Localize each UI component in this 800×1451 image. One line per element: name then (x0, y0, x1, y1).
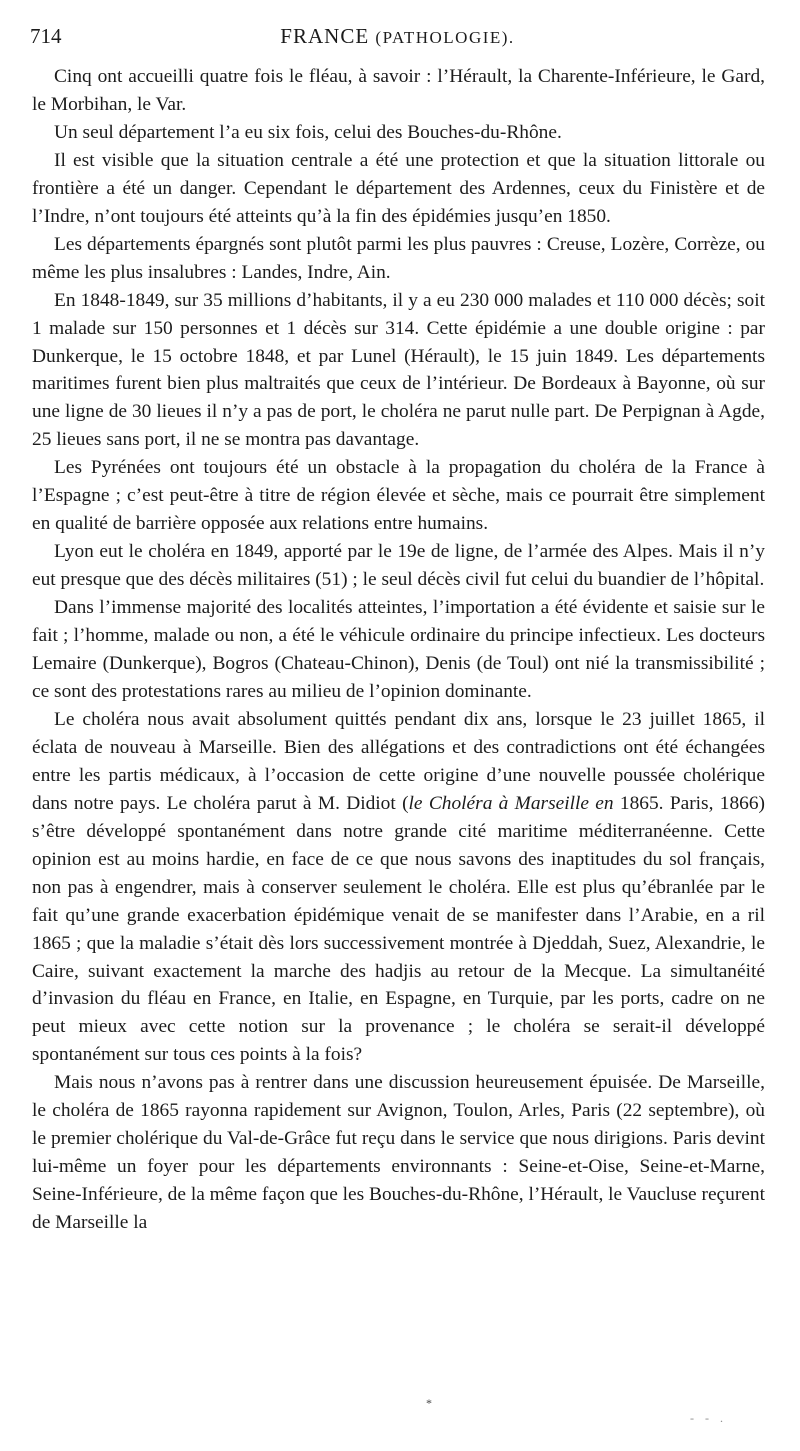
paragraph-5: En 1848-1849, sur 35 millions d’habitants, il y a eu 230 000 malades et 110 000 décès; soit 1 malade sur 150 personnes et 1 décès sur 314. Cette épidémie a une double origine : par Dunkerque, le 15 octobre 1848, et par Lunel (Hérault), le 15 juin 1849. Les départements maritimes furent bien plus maltraités que ceux de l’intérieur. De Bordeaux à Bayonne, où sur une ligne de 30 lieues il n’y a pas de port, le choléra ne parut nulle part. De Perpignan à Agde, 25 lieues sans port, il ne se montra pas davantage. (32, 289, 765, 451)
paragraph-4: Les départements épargnés sont plutôt parmi les plus pauvres : Creuse, Lozère, Corrèze, ou même les plus insalubres : Landes, Indre, Ain. (32, 233, 765, 283)
paragraph-2: Un seul département l’a eu six fois, celui des Bouches-du-Rhône. (54, 121, 562, 143)
body-text (32, 63, 765, 1237)
paragraph-7: Lyon eut le choléra en 1849, apporté par le 19e de ligne, de l’armée des Alpes. Mais il n’y eut presque que des décès militaires (51) ; le seul décès civil fut celui du buandier de l’hôpital. (32, 541, 765, 591)
printer-ornament: * (426, 1396, 432, 1410)
page-foot-mark: - - . (690, 1411, 727, 1425)
paragraph-1: Cinq ont accueilli quatre fois le fléau, à savoir : l’Hérault, la Charente-Inférieure, le Gard, le Morbihan, le Var. (32, 66, 765, 115)
running-title (30, 20, 765, 54)
paragraph-10: Mais nous n’avons pas à rentrer dans une discussion heureusement épuisée. De Marseille, le choléra de 1865 rayonna rapidement sur Avignon, Toulon, Arles, Paris (22 septembre), où le premier cholérique du Val-de-Grâce fut reçu dans le service que nous dirigions. Paris devint lui-même un foyer pour les départements environnants : Seine-et-Oise, Seine-et-Marne, Seine-Inférieure, de la même façon que les Bouches-du-Rhône, l’Hérault, le Vaucluse reçurent de Marseille la (32, 1072, 765, 1234)
paragraph-3: Il est visible que la situation centrale a été une protection et que la situation littorale ou frontière a été un danger. Cependant le département des Ardennes, ceux du Finistère et de l’Indre, n’ont toujours été atteints qu’à la fin des épidémies jusqu’en 1850. (32, 149, 765, 227)
paragraph-9-cited-title: le Choléra à Marseille en (408, 792, 614, 814)
page-number: 714 (30, 24, 62, 48)
paragraph-9 (32, 706, 765, 1069)
paragraph-9-text-before: Le choléra nous avait absolument quittés pendant dix ans, lorsque le 23 juillet 1865, il éclata de nouveau à Marseille. Bien des allégations et des contradictions ont été échangées entre les partis médicaux, à l’occasion de cette origine d’une nouvelle poussée cholérique dans notre pays. Le choléra parut à M. Didiot ( (32, 708, 765, 814)
running-title-main: FRANCE (280, 24, 370, 48)
paragraph-6: Les Pyrénées ont toujours été un obstacle à la propagation du choléra de la France à l’Espagne ; c’est peut-être à titre de région élevée et sèche, mais ce pourrait être simplement en qualité de barrière opposée aux relations entre humains. (32, 457, 765, 535)
paragraph-9-text-after: 1865. Paris, 1866) s’être développé spontanément dans notre grande cité maritime méditerranéenne. Cette opinion est au moins hardie, en face de ce que nous savons des inaptitudes du sol français, non pas à engendrer, mais à conserver seulement le choléra. Elle est plus qu’ébranlée par le fait qu’une grande exacerbation épidémique venait de se manifester dans l’Arabie, en a ril 1865 ; que la maladie s’était dès lors successivement montrée à Djeddah, Suez, Alexandrie, le Caire, suivant exactement la marche des hadjis au retour de la Mecque. La simultanéité d’invasion du fléau en France, en Italie, en Espagne, en Turquie, par les ports, cadre on ne peut mieux avec cette notion sur la provenance ; le choléra se serait-il développé spontanément sur tous ces points à la fois? (32, 792, 765, 1066)
running-title-subject: (PATHOLOGIE). (375, 28, 515, 47)
running-header (30, 20, 765, 52)
paragraph-8: Dans l’immense majorité des localités atteintes, l’importation a été évidente et saisie sur le fait ; l’homme, malade ou non, a été le véhicule ordinaire du principe infectieux. Les docteurs Lemaire (Dunkerque), Bogros (Chateau-Chinon), Denis (de Toul) ont nié la transmissibilité ; ce sont des protestations rares au milieu de l’opinion dominante. (32, 597, 765, 702)
